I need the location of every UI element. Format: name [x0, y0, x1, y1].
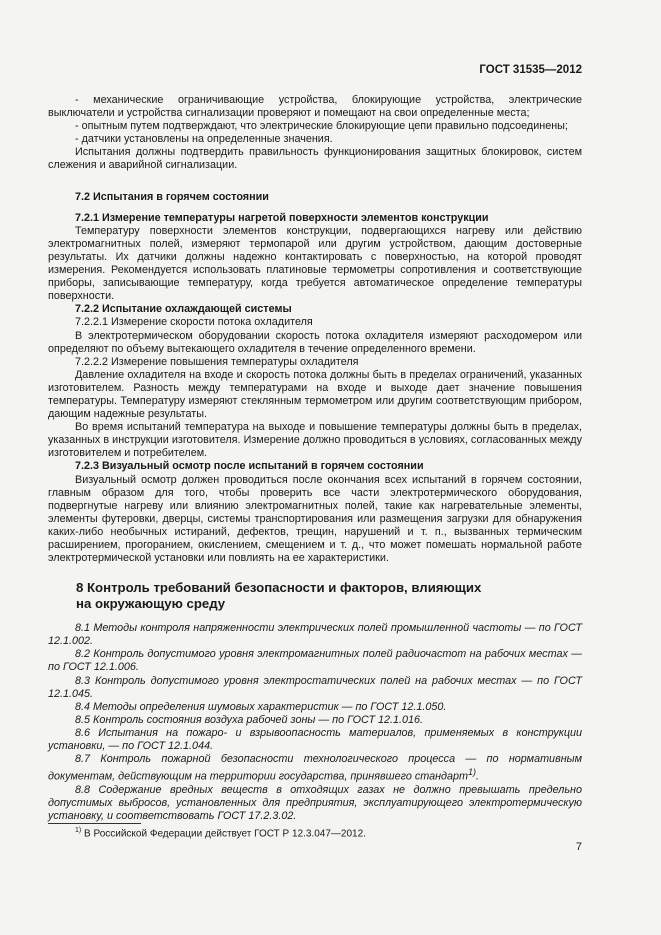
section-7-2-heading: 7.2 Испытания в горячем состоянии — [75, 190, 269, 203]
item-8-7-text: 8.7 Контроль пожарной безопасности технологического процесса — по нормативным документам, действующим на территории государства, принявшего стандарт — [48, 753, 582, 783]
page-number: 7 — [575, 841, 582, 853]
item-8-7 — [48, 753, 582, 784]
section-7-2-2-1-heading: 7.2.2.1 Измерение скорости потока охладителя — [75, 316, 313, 329]
item-8-2: 8.2 Контроль допустимого уровня электромагнитных полей радиочастот на рабочих местах — по ГОСТ 12.1.006. — [48, 648, 582, 674]
footnote-divider — [48, 823, 141, 824]
paragraph-mechanical-devices: - механические ограничивающие устройства, блокирующие устройства, электрические выключатели и устройства сигнализации проверяют и помещают на свои определенные места; — [48, 94, 582, 120]
section-8-heading-line-1: 8 Контроль требований безопасности и факторов, влияющих — [76, 580, 482, 596]
item-8-7-end: . — [476, 770, 480, 783]
document-id-header: ГОСТ 31535—2012 — [479, 64, 582, 76]
item-8-5: 8.5 Контроль состояния воздуха рабочей зоны — по ГОСТ 12.1.016. — [75, 713, 424, 726]
item-8-3: 8.3 Контроль допустимого уровня электростатических полей на рабочих местах — по ГОСТ 12.1.045. — [48, 674, 582, 700]
section-7-2-2-1-text: В электротермическом оборудовании скорость потока охладителя измеряют расходомером или определяют по объему вытекающего охладителя в течение определенного времени. — [48, 329, 582, 355]
paragraph-sensors: - датчики установлены на определенные значения. — [75, 133, 333, 146]
section-7-2-2-2-heading: 7.2.2.2 Измерение повышения температуры охладителя — [75, 355, 359, 368]
section-7-2-1-heading: 7.2.1 Измерение температуры нагретой поверхности элементов конструкции — [75, 211, 489, 224]
item-8-1: 8.1 Методы контроля напряженности электрических полей промышленной частоты — по ГОСТ 12.1.002. — [48, 622, 582, 648]
footnote-mark: 1) — [75, 827, 82, 834]
item-8-4: 8.4 Методы определения шумовых характеристик — по ГОСТ 12.1.050. — [75, 700, 447, 713]
section-7-2-1-text: Температуру поверхности элементов конструкции, подвергающихся нагреву или действию электромагнитных полей, измеряют термопарой или другим устройством, дающим достоверные результаты. Их датчики должны надежно контактировать с поверхностью, на которой проводят измерения. Рекомендуется использовать платиновые термометры сопротивления и соответствующие приборы, записывающие температуру, когда требуется автоматическое определение температуры поверхности. — [48, 224, 582, 303]
footnote — [75, 827, 366, 839]
section-7-2-2-2-text-b: Во время испытаний температура на выходе и повышение температуры должны быть в пределах, указанных в инструкции изготовителя. Измерение должно проводиться в условиях, согласованных между изготовителем и потребителем. — [48, 421, 582, 460]
paragraph-interlock-tests: Испытания должны подтвердить правильность функционирования защитных блокировок, систем слежения и аварийной сигнализации. — [48, 146, 582, 172]
item-8-6: 8.6 Испытания на пожаро- и взрывоопасность материалов, применяемых в конструкции установки, — по ГОСТ 12.1.044. — [48, 726, 582, 753]
section-7-2-3-text: Визуальный осмотр должен проводиться после окончания всех испытаний в горячем состоянии, главным образом для того, чтобы проверить все части электротермического оборудования, подвергнутые нагреву или влиянию электромагнитных полей, такие как нагревательные элементы, элементы футеровки, дверцы, системы транспортирования или размещения загрузки для обнаружения каких-либо необычных истираний, дефектов, трещин, нарушений и т. п., вызванных термическим расширением, прогоранием, окислением, смещением и т. д., что может помешать нормальной работе электротермической установки или повлиять на ее характеристики. — [48, 473, 582, 565]
item-8-8: 8.8 Содержание вредных веществ в отходящих газах не должно превышать предельно допустимых выбросов, установленных для предприятия, эксплуатирующего электротермическую установку, и соответствовать ГОСТ 17.2.3.02. — [48, 783, 582, 823]
section-7-2-2-2-text-a: Давление охладителя на входе и скорость потока должны быть в пределах ограничений, указанных изготовителем. Разность между температурами на входе и выходе дает значение повышения температуры. Температуру измеряют стеклянным термометром или другим соответствующим прибором, дающим надежные результаты. — [48, 368, 582, 421]
page-body — [48, 94, 582, 823]
section-7-2-2-heading: 7.2.2 Испытание охлаждающей системы — [75, 303, 292, 316]
section-7-2-3-heading: 7.2.3 Визуальный осмотр после испытаний в горячем состоянии — [75, 460, 424, 473]
footnote-reference: 1) — [468, 767, 477, 778]
section-8-heading-line-2: на окружающую среду — [76, 596, 226, 612]
footnote-text: В Российской Федерации действует ГОСТ Р 12.3.047—2012. — [81, 828, 366, 840]
paragraph-circuits-check: - опытным путем подтверждают, что электрические блокирующие цепи правильно подсоединены; — [75, 120, 568, 133]
section-8-heading — [48, 580, 582, 612]
